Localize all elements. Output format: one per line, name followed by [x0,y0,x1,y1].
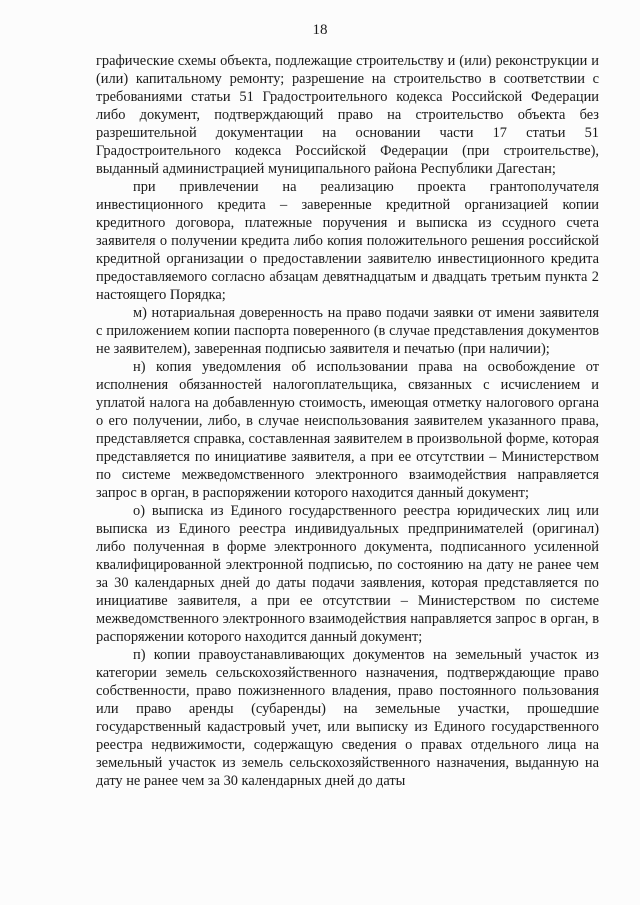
paragraph-item-o: о) выписка из Единого государственного реестра юридических лиц или выписка из Единого реестра индивидуальных предпринимателей (оригинал) либо полученная в форме электронного документа, подписанного усиленной квалифицированной электронной подписью, по состоянию на дату не ранее чем за 30 календарных дней до даты подачи заявления, которая представляется по инициативе заявителя, а при ее отсутствии – Министерством по системе межведомственного электронного взаимодействия направляется запрос в орган, в распоряжении которого находится данный документ; [96,503,599,645]
page-number: 18 [312,22,328,38]
paragraph-item-p: п) копии правоустанавливающих документов на земельный участок из категории земель сельскохозяйственного назначения, подтверждающие право собственности, право пожизненного владения, право постоянного пользования или право аренды (субаренды) на земельные участки, прошедшие государственный кадастровый учет, или выписку из Единого государственного реестра недвижимости, содержащую сведения о правах отдельного лица на земельный участок из земель сельскохозяйственного назначения, выданную на дату не ранее чем за 30 календарных дней до даты [96,647,599,789]
body-text [96,52,599,790]
paragraph-continuation: графические схемы объекта, подлежащие строительству и (или) реконструкции и (или) капитальному ремонту; разрешение на строительство в соответствии с требованиями статьи 51 Градостроительного кодекса Российской Федерации либо документ, подтверждающий право на строительство объекта без разрешительной документации на основании части 17 статьи 51 Градостроительного кодекса Российской Федерации (при строительстве), выданный администрацией муниципального района Республики Дагестан; [96,53,599,177]
paragraph-item-m: м) нотариальная доверенность на право подачи заявки от имени заявителя с приложением копии паспорта поверенного (в случае представления документов не заявителем), заверенная подписью заявителя и печатью (при наличии); [96,305,599,357]
paragraph-item-n: н) копия уведомления об использовании права на освобождение от исполнения обязанностей налогоплательщика, связанных с исчислением и уплатой налога на добавленную стоимость, имеющая отметку налогового органа о его получении, либо, в случае неиспользования заявителем указанного права, представляется справка, составленная заявителем в произвольной форме, которая представляется по инициативе заявителя, а при ее отсутствии – Министерством по системе межведомственного электронного взаимодействия направляется запрос в орган, в распоряжении которого находится данный документ; [96,359,599,501]
paragraph-credit: при привлечении на реализацию проекта грантополучателя инвестиционного кредита – заверенные кредитной организацией копии кредитного договора, платежные поручения и выписка из ссудного счета заявителя о получении кредита либо копия положительного решения российской кредитной организации о предоставлении заявителю инвестиционного кредита предоставляемого согласно абзацам девятнадцатым и двадцать третьим пункта 2 настоящего Порядка; [96,179,599,303]
